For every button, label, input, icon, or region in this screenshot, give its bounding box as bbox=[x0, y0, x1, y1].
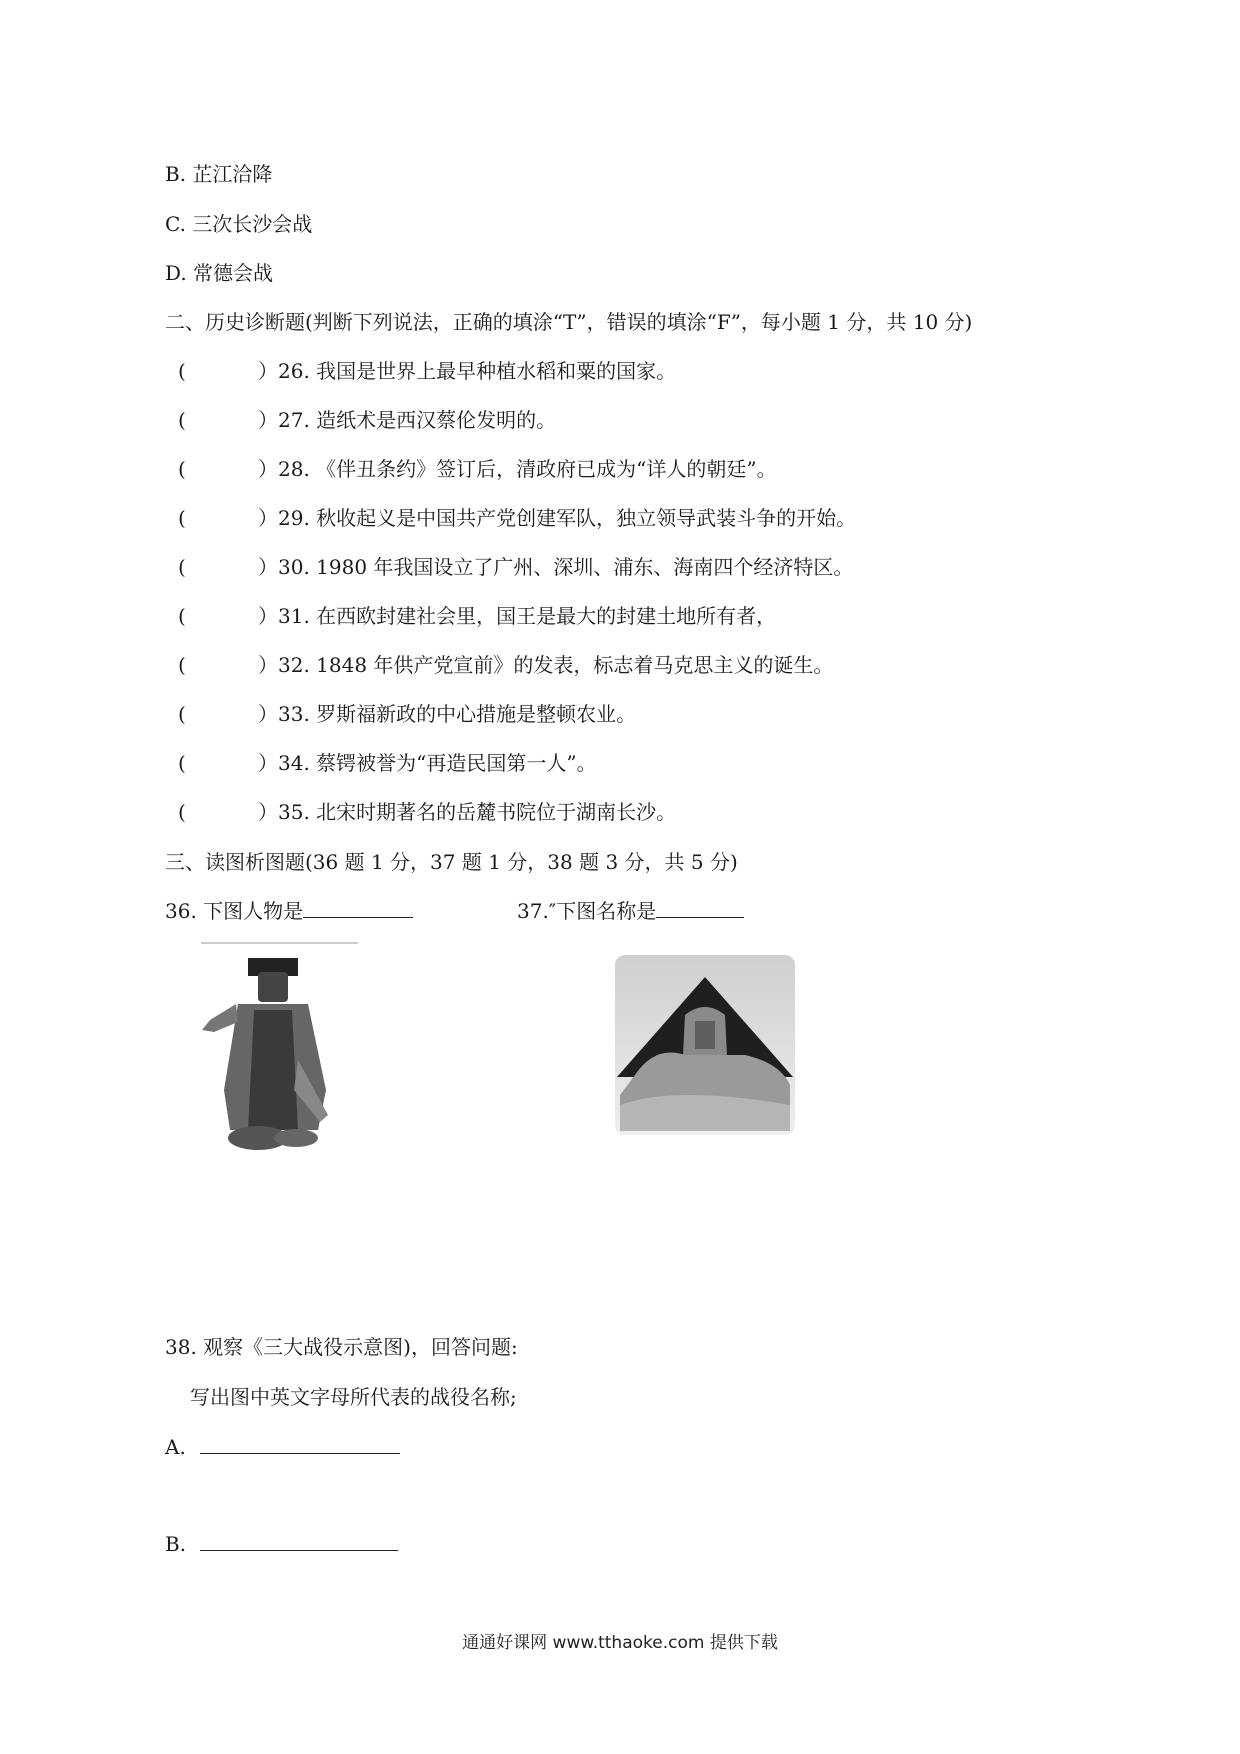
footer-text: 通通好课网 www.tthaoke.com 提供下载 bbox=[462, 1633, 778, 1653]
tf-question-text: ）32. 1848 年供产党宣前》的发表，标志着马克思主义的诞生。 bbox=[258, 653, 834, 677]
answer-a-row bbox=[165, 1435, 400, 1459]
answer-36-blank[interactable] bbox=[303, 899, 413, 918]
answer-paren-open[interactable]: ( bbox=[178, 653, 186, 677]
answer-b-row bbox=[165, 1532, 398, 1556]
tf-question-text: ）28. 《伴丑条约》签订后，清政府已成为“详人的朝廷”。 bbox=[258, 457, 777, 481]
tf-question-text: ）30. 1980 年我国设立了广州、深圳、浦东、海南四个经济特区。 bbox=[258, 555, 854, 579]
tf-question-text: ）31. 在西欧封建社会里，国王是最大的封建土地所有者， bbox=[258, 604, 777, 628]
tf-question-text: ）29. 秋收起义是中国共产党创建军队，独立领导武装斗争的开始。 bbox=[258, 506, 857, 530]
answer-b-label: B. bbox=[165, 1532, 187, 1556]
tf-question-text: ）34. 蔡锷被誉为“再造民国第一人”。 bbox=[258, 751, 597, 775]
answer-paren-open[interactable]: ( bbox=[178, 702, 186, 726]
answer-a-label: A. bbox=[165, 1435, 186, 1459]
answer-paren-open[interactable]: ( bbox=[178, 800, 186, 824]
question-38-sub: 写出图中英文字母所代表的战役名称; bbox=[190, 1385, 517, 1409]
question-36-text: 36. 下图人物是 bbox=[165, 899, 304, 923]
tf-question-text: ）33. 罗斯福新政的中心措施是整顿农业。 bbox=[258, 702, 637, 726]
answer-paren-open[interactable]: ( bbox=[178, 506, 186, 530]
section2-heading: 二、历史诊断题(判断下列说法，正确的填涂“T”，错误的填涂“F”，每小题 1 分，共 10 分) bbox=[165, 310, 973, 334]
answer-b-blank[interactable] bbox=[200, 1532, 398, 1551]
section3-heading: 三、读图析图题(36 题 1 分，37 题 1 分，38 题 3 分，共 5 分) bbox=[165, 850, 738, 874]
answer-paren-open[interactable]: ( bbox=[178, 751, 186, 775]
emperor-figure-image bbox=[198, 940, 358, 1160]
question-36 bbox=[165, 899, 413, 923]
question-37 bbox=[517, 899, 744, 923]
answer-paren-open[interactable]: ( bbox=[178, 457, 186, 481]
question-38: 38. 观察《三大战役示意图)，回答问题: bbox=[165, 1335, 518, 1359]
option-c: C. 三次长沙会战 bbox=[165, 212, 313, 236]
answer-paren-open[interactable]: ( bbox=[178, 359, 186, 383]
answer-37-blank[interactable] bbox=[656, 899, 744, 918]
tf-question-text: ）26. 我国是世界上最早种植水稻和粟的国家。 bbox=[258, 359, 677, 383]
question-37-text: 37.″下图名称是 bbox=[517, 899, 657, 923]
option-b: B. 芷江洽降 bbox=[165, 162, 273, 186]
answer-paren-open[interactable]: ( bbox=[178, 408, 186, 432]
option-d: D. 常德会战 bbox=[165, 261, 274, 285]
tf-question-text: ）27. 造纸术是西汉蔡伦发明的。 bbox=[258, 408, 557, 432]
tf-question-text: ）35. 北宋时期著名的岳麓书院位于湖南长沙。 bbox=[258, 800, 677, 824]
answer-paren-open[interactable]: ( bbox=[178, 555, 186, 579]
answer-a-blank[interactable] bbox=[200, 1435, 400, 1454]
sphinx-pyramid-image bbox=[615, 955, 815, 1140]
answer-paren-open[interactable]: ( bbox=[178, 604, 186, 628]
